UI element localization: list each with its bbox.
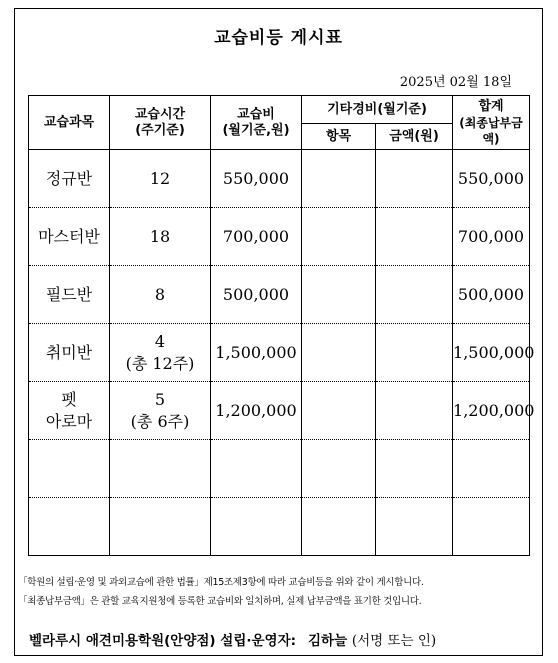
legal-notes bbox=[18, 573, 543, 611]
cell-total: 1,200,000 bbox=[453, 382, 530, 440]
table-row bbox=[29, 150, 530, 208]
institution-name: 벨라루시 애견미용학원(안양점) 설립·운영자: bbox=[29, 633, 297, 649]
operator-name: 김하늘 bbox=[308, 633, 348, 649]
cell-item bbox=[302, 208, 376, 266]
cell-amount bbox=[376, 382, 453, 440]
cell-subject: 마스터반 bbox=[29, 208, 110, 266]
cell-fee: 700,000 bbox=[211, 208, 302, 266]
cell-hours: 12 bbox=[110, 150, 211, 208]
header-other-expenses: 기타경비(월기준) bbox=[302, 96, 453, 124]
table-row bbox=[29, 266, 530, 324]
cell-item bbox=[302, 150, 376, 208]
cell-hours: 18 bbox=[110, 208, 211, 266]
header-other-amount: 금액(원) bbox=[376, 124, 453, 150]
cell-amount bbox=[376, 266, 453, 324]
fee-table bbox=[28, 95, 535, 556]
header-hours: 교습시간 (주기준) bbox=[110, 96, 211, 150]
cell-fee: 1,200,000 bbox=[211, 382, 302, 440]
cell-hours: 4 (총 12주) bbox=[110, 324, 211, 382]
header-total: 합계 (최종납부금액) bbox=[453, 96, 530, 150]
table-row bbox=[29, 324, 530, 382]
cell-amount bbox=[376, 150, 453, 208]
note-line: 「최종납부금액」은 관할 교육지원청에 등록한 교습비와 일치하며, 실제 납부금액을 표기한 것입니다. bbox=[18, 596, 422, 607]
cell-total: 1,500,000 bbox=[453, 324, 530, 382]
cell-subject: 정규반 bbox=[29, 150, 110, 208]
cell-total: 550,000 bbox=[453, 150, 530, 208]
table-row-empty bbox=[29, 440, 530, 498]
fee-posting-document bbox=[14, 8, 543, 656]
cell-fee: 1,500,000 bbox=[211, 324, 302, 382]
note-line: 「학원의 설립·운영 및 과외교습에 관한 법률」제15조제3항에 따라 교습비등을 위와 같이 게시합니다. bbox=[18, 577, 424, 588]
cell-hours: 8 bbox=[110, 266, 211, 324]
cell-total: 500,000 bbox=[453, 266, 530, 324]
cell-subject: 펫 아로마 bbox=[29, 382, 110, 440]
cell-fee: 500,000 bbox=[211, 266, 302, 324]
cell-subject: 취미반 bbox=[29, 324, 110, 382]
table-row bbox=[29, 382, 530, 440]
header-subject: 교습과목 bbox=[29, 96, 110, 150]
cell-total: 700,000 bbox=[453, 208, 530, 266]
posting-date: 2025년 02월 18일 bbox=[399, 75, 512, 90]
cell-amount bbox=[376, 208, 453, 266]
document-title: 교습비등 게시표 bbox=[214, 28, 343, 48]
cell-item bbox=[302, 382, 376, 440]
header-other-item: 항목 bbox=[302, 124, 376, 150]
cell-subject: 필드반 bbox=[29, 266, 110, 324]
cell-item bbox=[302, 324, 376, 382]
table-row-empty bbox=[29, 498, 530, 556]
table-row bbox=[29, 208, 530, 266]
cell-fee: 550,000 bbox=[211, 150, 302, 208]
cell-hours: 5 (총 6주) bbox=[110, 382, 211, 440]
signature-note: (서명 또는 인) bbox=[351, 633, 437, 649]
cell-amount bbox=[376, 324, 453, 382]
operator-signature bbox=[29, 629, 436, 649]
header-fee: 교습비 (월기준,원) bbox=[211, 96, 302, 150]
cell-item bbox=[302, 266, 376, 324]
